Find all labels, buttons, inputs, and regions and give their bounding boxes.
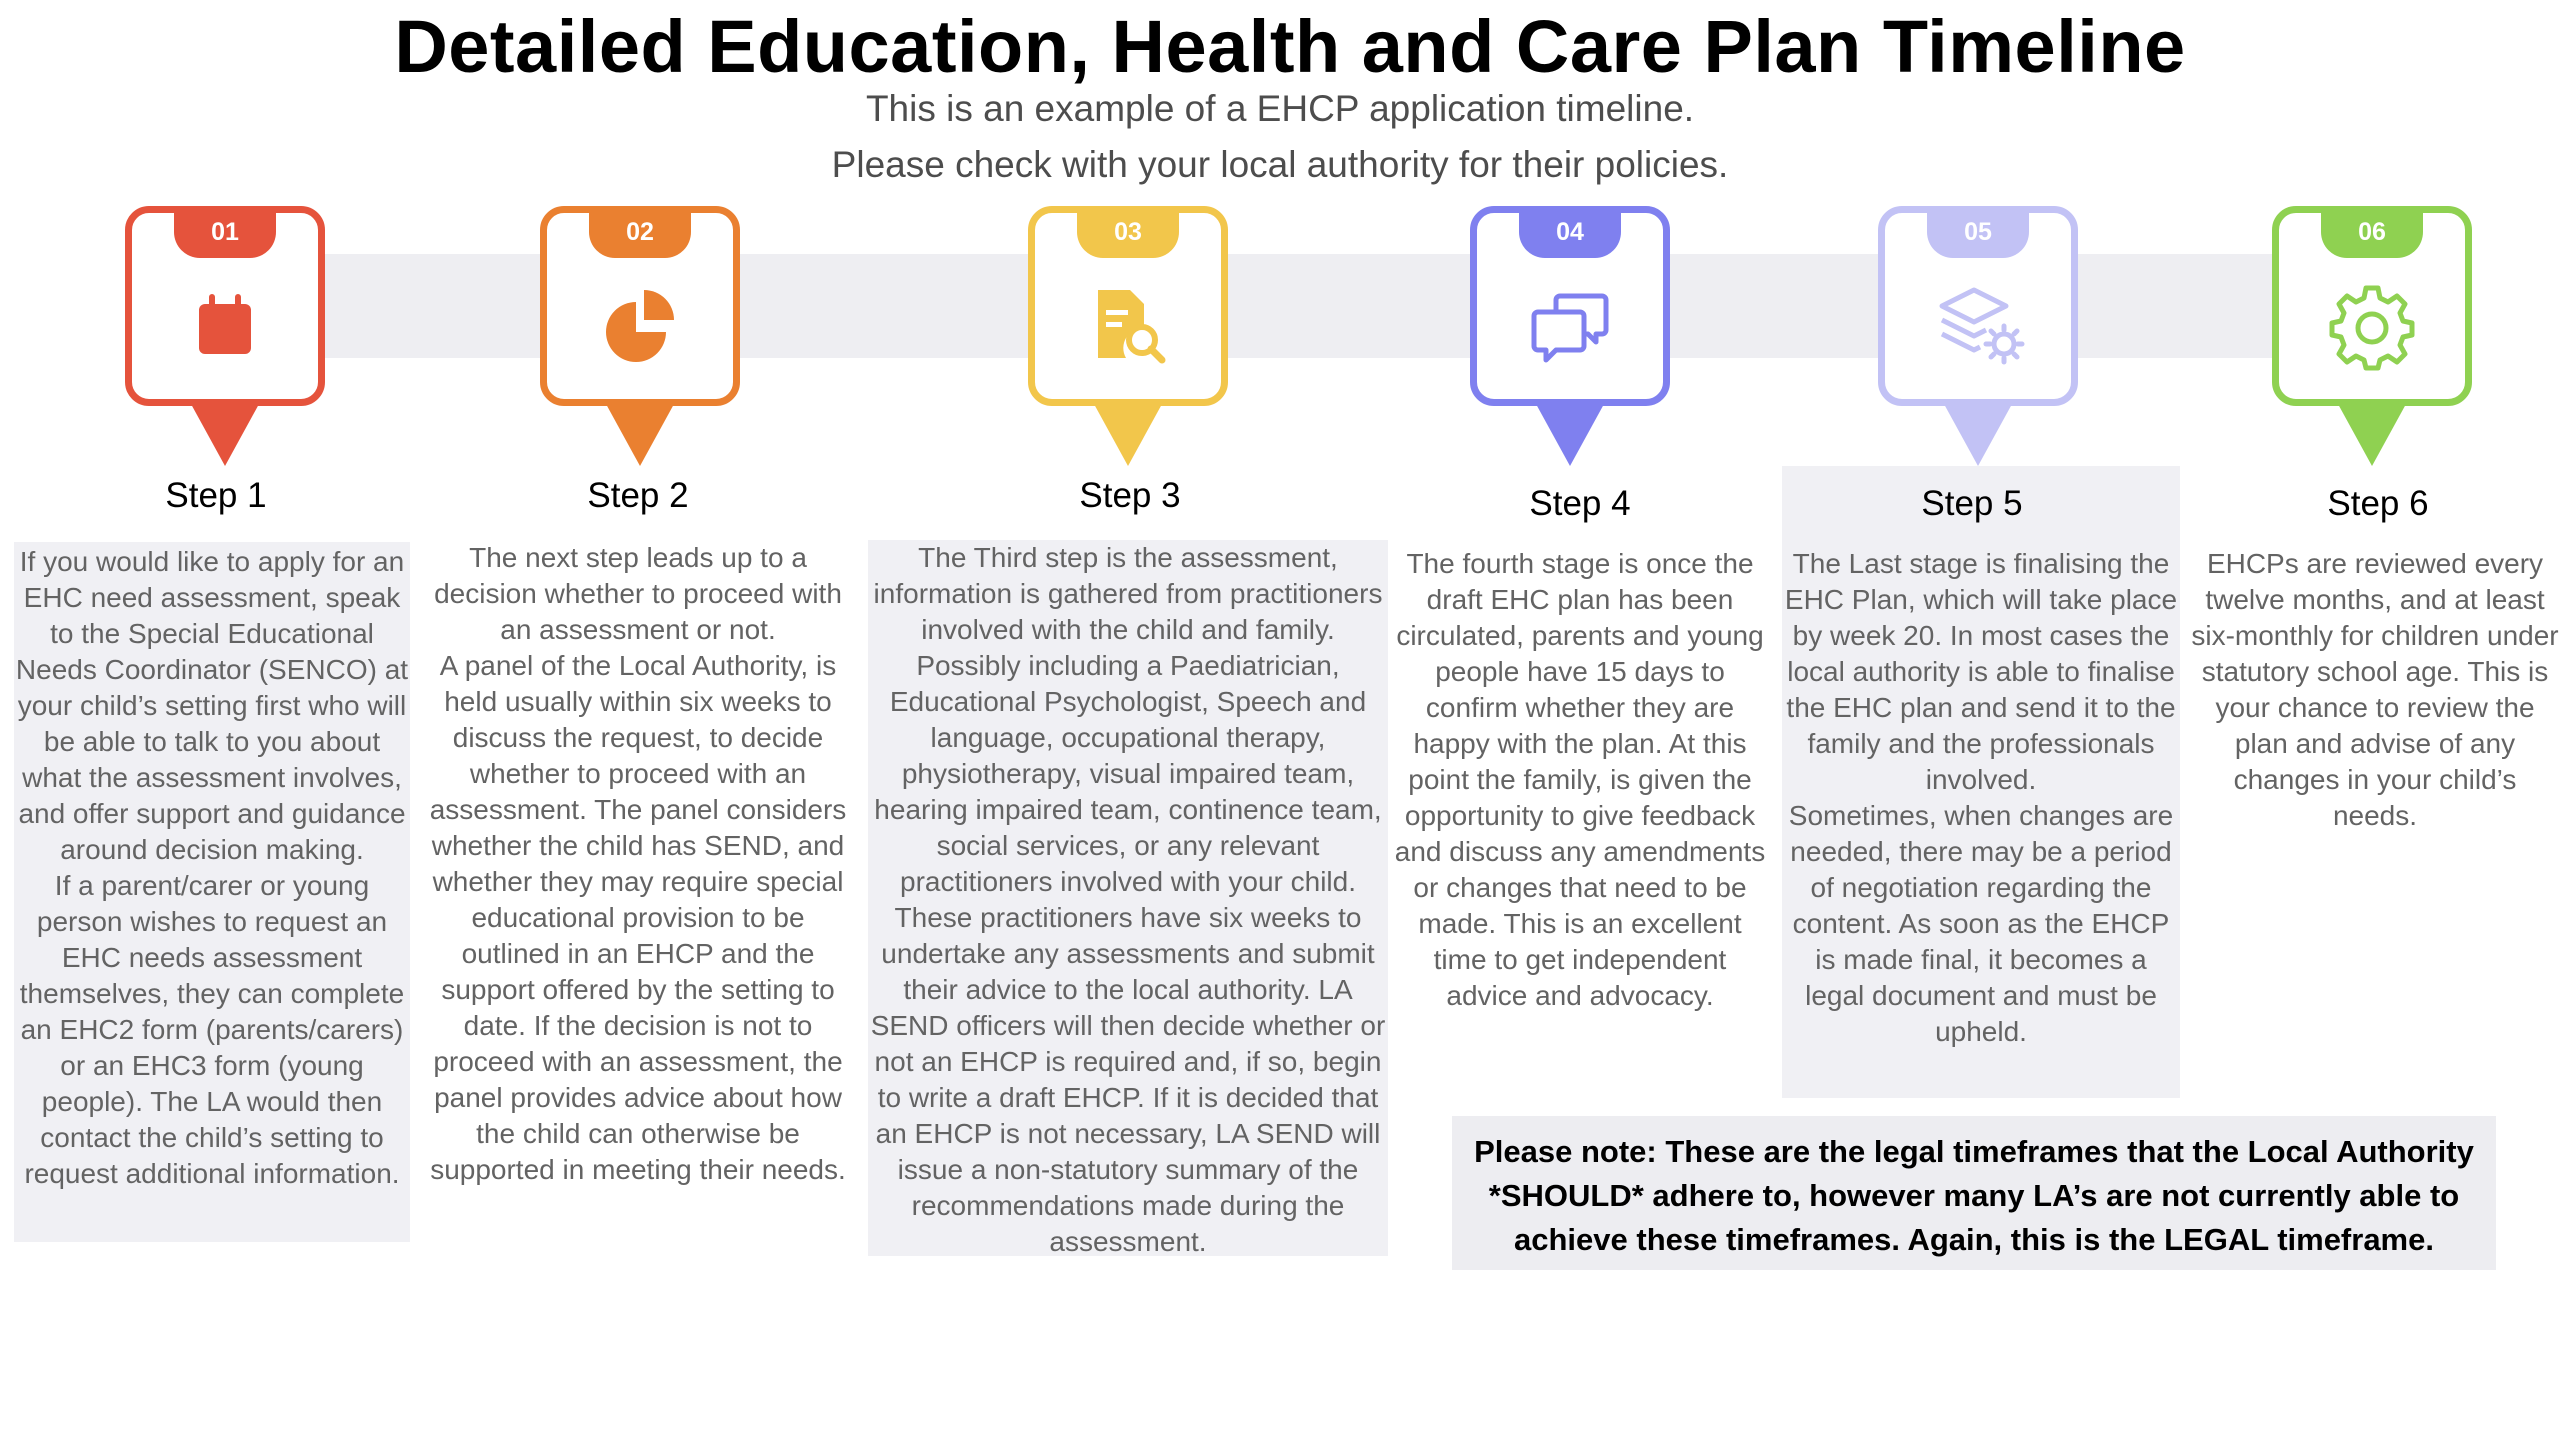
chat-bubbles-icon — [1522, 276, 1618, 372]
step-6-marker — [2272, 206, 2472, 468]
page-title: Detailed Education, Health and Care Plan Timeline — [394, 5, 2186, 88]
step-5-number: 05 — [1927, 208, 2029, 258]
step-6-number: 06 — [2321, 208, 2423, 258]
step-1-pointer — [191, 404, 259, 466]
step-4-marker — [1470, 206, 1670, 468]
step-4-number: 04 — [1519, 208, 1621, 258]
step-1-marker — [125, 206, 325, 468]
step-5-marker — [1878, 206, 2078, 468]
calendar-icon — [177, 276, 273, 372]
step-4-text: The fourth stage is once the draft EHC plan has been circulated, parents and young people have 15 days to confirm whether they are happy with the plan. At this point the family, is given the opportunity to give feedback and discuss any amendments or changes that need to be made. This is an excellent time to get independent advice and advocacy. — [1394, 548, 1766, 1011]
step-3-label: Step 3 — [1079, 476, 1181, 515]
pie-chart-icon — [592, 276, 688, 372]
step-5-pointer — [1944, 404, 2012, 466]
step-6-text: EHCPs are reviewed every twelve months, and at least six-monthly for children under statutory school age. This is your chance to review the plan and advise of any changes in your child’s needs. — [2191, 548, 2559, 831]
document-search-icon — [1080, 276, 1176, 372]
step-5-text: The Last stage is finalising the EHC Plan, which will take place by week 20. In most cases the local authority is able to finalise the EHC plan and send it to the family and the professionals involved. Sometimes, when changes are needed, there may be a period of negotiation regarding the content. As soon as the EHCP is made final, it becomes a legal document and must be upheld. — [1784, 548, 2178, 1047]
step-2-marker — [540, 206, 740, 468]
step-2-number: 02 — [589, 208, 691, 258]
step-2-label: Step 2 — [587, 476, 689, 515]
step-2-pointer — [606, 404, 674, 466]
step-6-label: Step 6 — [2327, 484, 2429, 523]
step-3-pointer — [1094, 404, 1162, 466]
step-4-label: Step 4 — [1529, 484, 1631, 523]
step-3-number: 03 — [1077, 208, 1179, 258]
step-2-text: The next step leads up to a decision whether to proceed with an assessment or not. A panel of the Local Authority, is held usually within six weeks to discuss the request, to decide whether to proceed with an assessment. The panel considers whether the child has SEND, and whether they may require special educational provision to be outlined in an EHCP and the support offered by the setting to date. If the decision is not to proceed with an assessment, the panel provides advice about how the child can otherwise be supported in meeting their needs. — [429, 542, 847, 1185]
step-3-text: The Third step is the assessment, information is gathered from practitioners involved with the child and family. Possibly including a Paediatrician, Educational Psychologist, Speech and language, occupational therapy, physiotherapy, visual impaired team, hearing impaired team, continence team, social services, or any relevant practitioners involved with your child. These practitioners have six weeks to undertake any assessments and submit their advice to the local authority. LA SEND officers will then decide whether or not an EHCP is required and, if so, begin to write a draft EHCP. If it is decided that an EHCP is not necessary, LA SEND will issue a non-statutory summary of the recommendations made during the assessment. — [870, 542, 1386, 1257]
step-6-pointer — [2338, 404, 2406, 466]
step-1-text: If you would like to apply for an EHC need assessment, speak to the Special Educational Needs Coordinator (SENCO) at your child’s setting first who will be able to talk to you about what the assessment involves, and offer support and guidance around decision making. If a parent/carer or young person wishes to request an EHC needs assessment themselves, they can complete an EHC2 form (parents/carers) or an EHC3 form (young people). The LA would then contact the child’s setting to request additional information. — [15, 546, 409, 1189]
legal-note-text: Please note: These are the legal timeframes that the Local Authority *SHOULD* adhere to, however many LA’s are not currently able to achieve these timeframes. Again, this is the LEGAL timeframe. — [1474, 1134, 2474, 1257]
gear-icon — [2324, 276, 2420, 372]
subtitle-line-2: Please check with your local authority for their policies. — [831, 144, 1729, 185]
step-1-number: 01 — [174, 208, 276, 258]
layers-gear-icon — [1930, 276, 2026, 372]
step-3-marker — [1028, 206, 1228, 468]
step-1-label: Step 1 — [165, 476, 267, 515]
step-4-pointer — [1536, 404, 1604, 466]
subtitle-line-1: This is an example of a EHCP application timeline. — [865, 88, 1695, 129]
step-5-label: Step 5 — [1921, 484, 2023, 523]
